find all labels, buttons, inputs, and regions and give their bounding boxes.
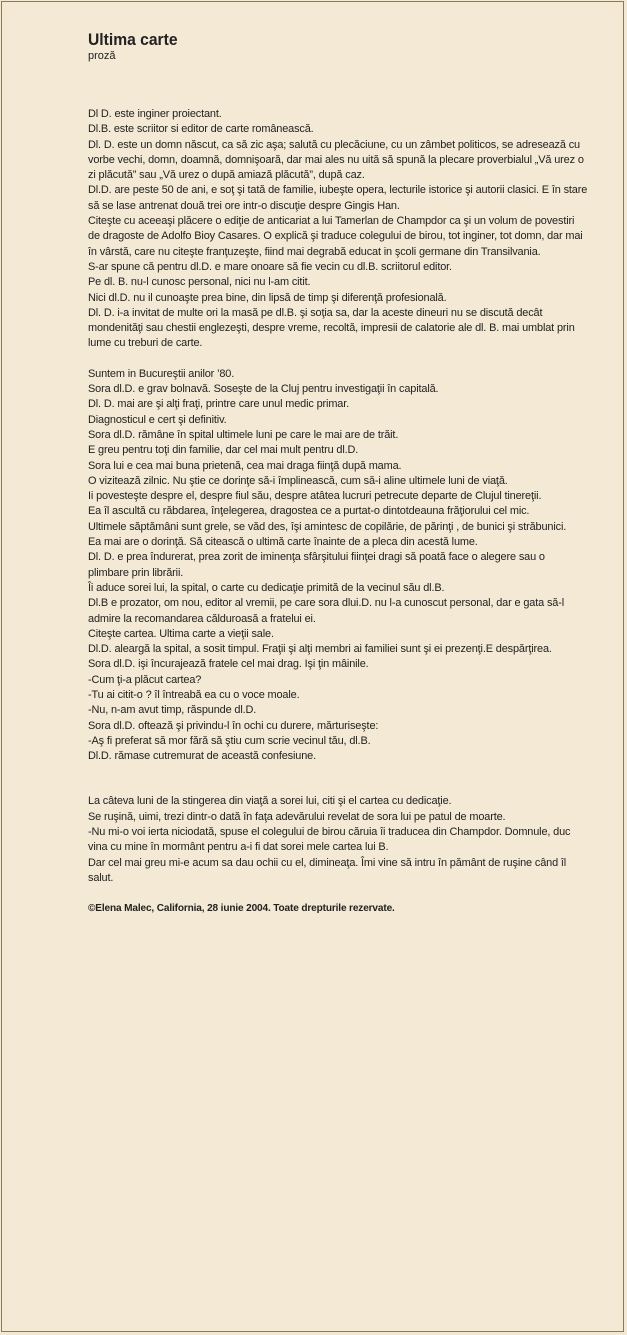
paragraph: Ea îl ascultă cu răbdarea, înţelegerea, dragostea ce a purtat-o dintotdeauna frăţiorului cel mic. <box>88 505 530 518</box>
paragraph: Ultimele săptămâni sunt grele, se văd des, îşi amintesc de copilărie, de părinţi , de bunici şi străbunici. <box>88 520 567 533</box>
section-3 <box>88 794 587 886</box>
paragraph: Sora lui e cea mai buna prietenă, cea mai draga fiinţă după mama. <box>88 459 402 472</box>
page-title: Ultima carte <box>88 30 178 49</box>
paragraph: Diagnosticul e cert şi definitiv. <box>88 413 227 426</box>
paragraph: Pe dl. B. nu-l cunosc personal, nici nu l-am citit. <box>88 276 311 289</box>
paragraph: Dl. D. este un domn născut, ca să zic aşa; salută cu plecăciune, cu un zâmbet politicos, se adresează cu vorbe vechi, domn, doamnă, domnişoară, dar mai ales nu uită să spună la plecare proverbialul „Vă urez o zi plăcută” sau „Vă urez o după amiază plăcută”, după caz. <box>88 138 584 182</box>
paragraph: Nici dl.D. nu il cunoaşte prea bine, din lipsă de timp şi diferenţă profesională. <box>88 291 447 304</box>
section-1 <box>88 107 587 352</box>
paragraph: Sora dl.D. işi încurajează fratele cel mai drag. Işi ţin mâinile. <box>88 658 369 671</box>
paragraph: Sora dl.D. oftează şi privindu-l în ochi cu durere, mărturiseşte: <box>88 719 379 732</box>
paragraph: S-ar spune că pentru dl.D. e mare onoare să fie vecin cu dl.B. scriitorul editor. <box>88 260 452 273</box>
paragraph: Sora dl.D. rămâne în spital ultimele luni pe care le mai are de trăit. <box>88 428 399 441</box>
paragraph: Dl.B e prozator, om nou, editor al vremii, pe care sora dlui.D. nu l-a cunoscut personal, dar e gata să-l admire la recomandarea călduroasă a fratelui ei. <box>88 597 564 625</box>
page-subtitle: proză <box>88 50 116 62</box>
paragraph: Dl.D. are peste 50 de ani, e soţ şi tată de familie, iubeşte opera, lecturile istorice şi autorii clasici. E în stare să se lase antrenat două trei ore intr-o discuţie despre Gingis Han. <box>88 184 588 212</box>
paragraph: Sora dl.D. e grav bolnavă. Soseşte de la Cluj pentru investigaţii în capitală. <box>88 383 439 396</box>
paragraph: Dl. D. mai are şi alţi fraţi, printre care unul medic primar. <box>88 398 350 411</box>
article <box>88 30 588 915</box>
paragraph: -Tu ai citit-o ? îl întreabă ea cu o voce moale. <box>88 688 300 701</box>
paragraph: Citeşte cu aceeaşi plăcere o ediţie de anticariat a lui Tamerlan de Champdor ca şi un volum de povestiri de dragoste de Adolfo Bioy Casares. O explică şi traduce colegului de birou, tot inginer, tot domn, dar mai în vârstă, care nu citeşte franţuzeşte, fiind mai degrabă educat in şcoli germane din Transilvania. <box>88 215 583 258</box>
paragraph: O vizitează zilnic. Nu ştie ce dorinţe să-i împlinească, cum să-i aline ultimele luni de viaţă. <box>88 474 508 487</box>
paragraph: E greu pentru toţi din familie, dar cel mai mult pentru dl.D. <box>88 444 359 457</box>
paragraph: -Aş fi preferat să mor fără să ştiu cum scrie vecinul tău, dl.B. <box>88 734 371 747</box>
paragraph: Dl. D. i-a invitat de multe ori la masă pe dl.B. şi soţia sa, dar la aceste dineuri nu se discută decât mondenităţi sau chestii englezeşti, despre vreme, recoltă, impresii de calatorie ale dl. B. mai umblat prin lume cu treburi de carte. <box>88 306 575 350</box>
paragraph: Se ruşină, uimi, trezi dintr-o dată în faţa adevărului revelat de sora lui pe patul de moarte. <box>88 810 506 823</box>
paragraph: La câteva luni de la stingerea din viaţă a sorei lui, citi şi el cartea cu dedicaţie. <box>88 795 452 808</box>
paragraph: -Nu, n-am avut timp, răspunde dl.D. <box>88 704 257 717</box>
paragraph: Ea mai are o dorinţă. Să citească o ultimă carte înainte de a pleca din acestă lume. <box>88 536 478 549</box>
paragraph: -Nu mi-o voi ierta niciodată, spuse el colegului de birou căruia îi traducea din Champdor. Domnule, duc vina cu mine în mormânt pentru a-i fi dat sorei mele cartea lui B. <box>88 826 571 854</box>
paragraph: Îi aduce sorei lui, la spital, o carte cu dedicaţie primită de la vecinul său dl.B. <box>88 581 445 594</box>
section-2 <box>88 367 587 765</box>
page-frame <box>1 1 624 1332</box>
paragraph: Dl.D. aleargă la spital, a sosit timpul. Fraţii şi alţi membri ai familiei sunt şi ei prezenţi.E despărţirea. <box>88 643 552 656</box>
paragraph: Citeşte cartea. Ultima carte a vieţii sale. <box>88 627 274 640</box>
copyright-notice: ©Elena Malec, California, 28 iunie 2004. Toate drepturile rezervate. <box>88 902 395 915</box>
paragraph: Dl. D. e prea îndurerat, prea zorit de iminenţa sfârşitului fiinţei dragi să poată face o alegere sau o plimbare prin librării. <box>88 551 545 579</box>
paragraph: Suntem in Bucureştii anilor ’80. <box>88 367 235 380</box>
paragraph: Dar cel mai greu mi-e acum sa dau ochii cu el, dimineaţa. Îmi vine să intru în pământ de ruşine când îl salut. <box>88 856 567 884</box>
paragraph: Dl D. este inginer proiectant. <box>88 108 222 120</box>
paragraph: -Cum ţi-a plăcut cartea? <box>88 673 202 686</box>
paragraph: Ii povesteşte despre el, despre fiul său, despre atâtea lucruri petrecute departe de Clujul tinereţii. <box>88 490 542 503</box>
story-text <box>88 107 587 915</box>
paragraph: Dl.D. rămase cutremurat de această confesiune. <box>88 750 316 763</box>
paragraph: Dl.B. este scriitor si editor de carte românească. <box>88 123 314 136</box>
